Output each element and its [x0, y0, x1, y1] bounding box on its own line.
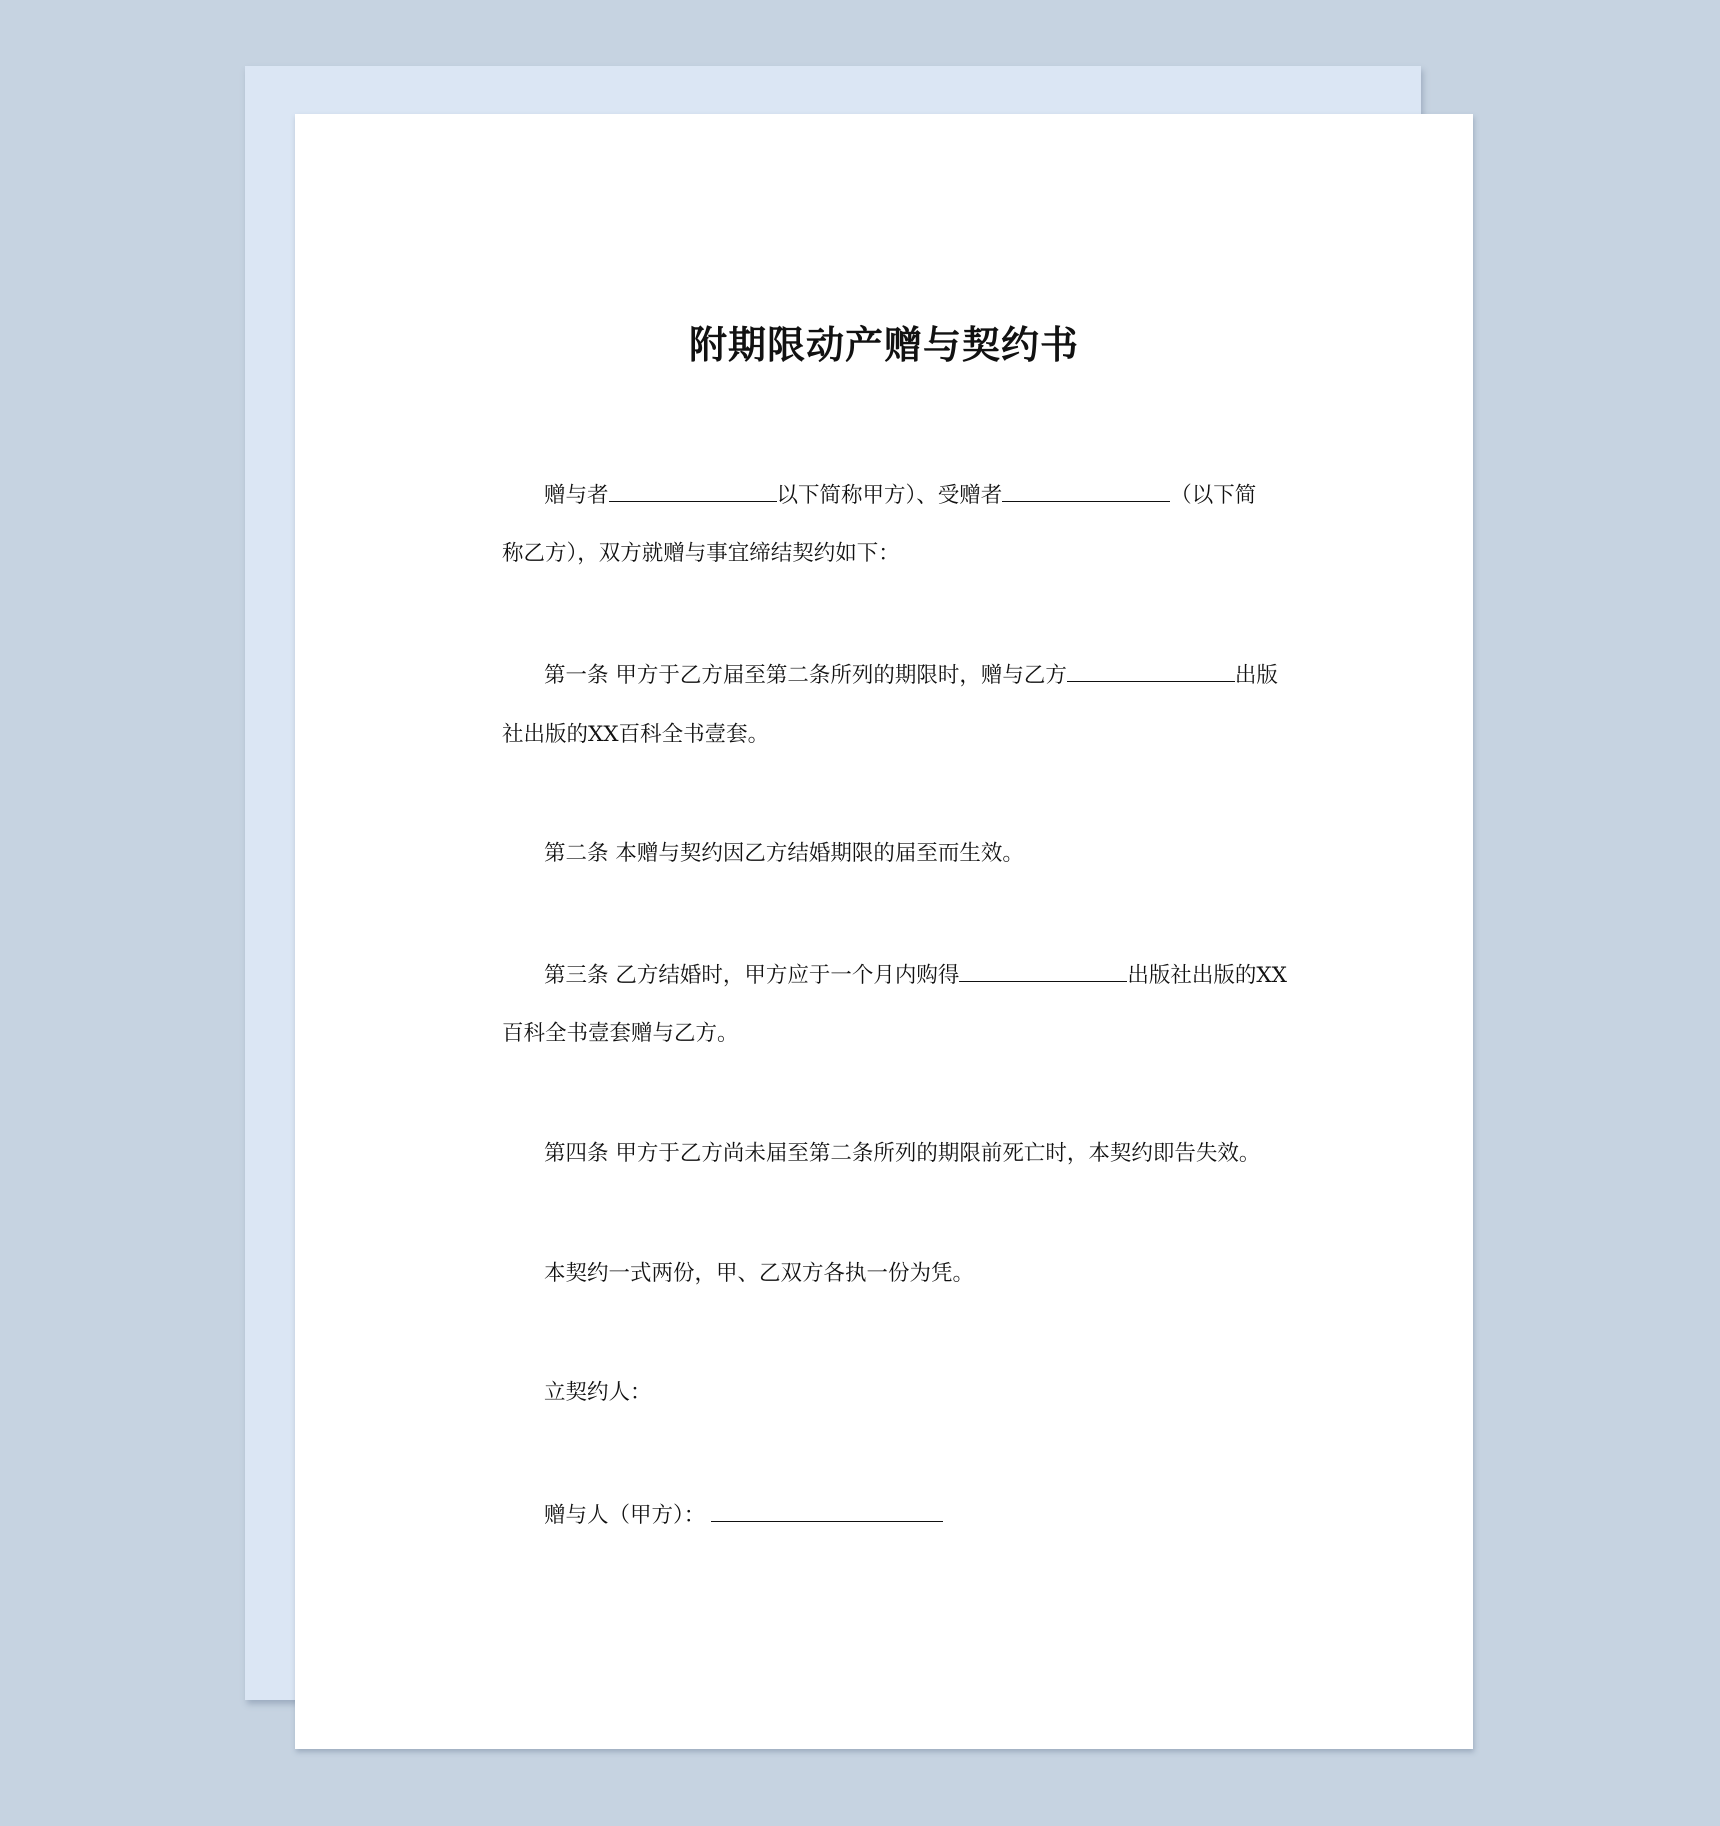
- copies-clause: 本契约一式两份，甲、乙双方各执一份为凭。: [544, 1261, 975, 1286]
- recipient-label: 以下简称甲方）、受赠者: [776, 483, 1003, 508]
- document-title: 附期限动产赠与契约书: [688, 323, 1079, 367]
- article-3-line-1: [544, 959, 1287, 991]
- recipient-blank[interactable]: [1002, 479, 1170, 502]
- intro-line-2: 称乙方），双方就赠与事宜缔结契约如下：: [502, 541, 900, 566]
- donor-blank[interactable]: [609, 479, 777, 502]
- article-3-text: 第三条 乙方结婚时，甲方应于一个月内购得: [544, 963, 960, 988]
- document-page: [295, 114, 1473, 1749]
- donor-signature-line: [544, 1499, 943, 1531]
- article-1-line-1: [544, 659, 1278, 691]
- article-2: 第二条 本赠与契约因乙方结婚期限的届至而生效。: [544, 841, 1024, 866]
- publisher-blank-1[interactable]: [1067, 659, 1235, 682]
- article-1-text-2: 出版: [1234, 663, 1278, 688]
- intro-text: （以下简: [1170, 483, 1257, 508]
- donor-signature-label: 赠与人（甲方）：: [544, 1503, 706, 1528]
- article-3-text-2: 出版社出版的XX: [1127, 963, 1287, 988]
- intro-line-1: [544, 479, 1256, 511]
- article-1-line-2: 社出版的XX百科全书壹套。: [502, 722, 770, 747]
- donor-label: 赠与者: [544, 483, 609, 508]
- article-3-line-2: 百科全书壹套赠与乙方。: [502, 1021, 739, 1046]
- signatories-label: 立契约人：: [544, 1380, 652, 1405]
- publisher-blank-2[interactable]: [959, 959, 1127, 982]
- donor-signature-blank[interactable]: [711, 1499, 943, 1522]
- article-1-text: 第一条 甲方于乙方届至第二条所列的期限时，赠与乙方: [544, 663, 1067, 688]
- article-4: 第四条 甲方于乙方尚未届至第二条所列的期限前死亡时，本契约即告失效。: [544, 1141, 1261, 1166]
